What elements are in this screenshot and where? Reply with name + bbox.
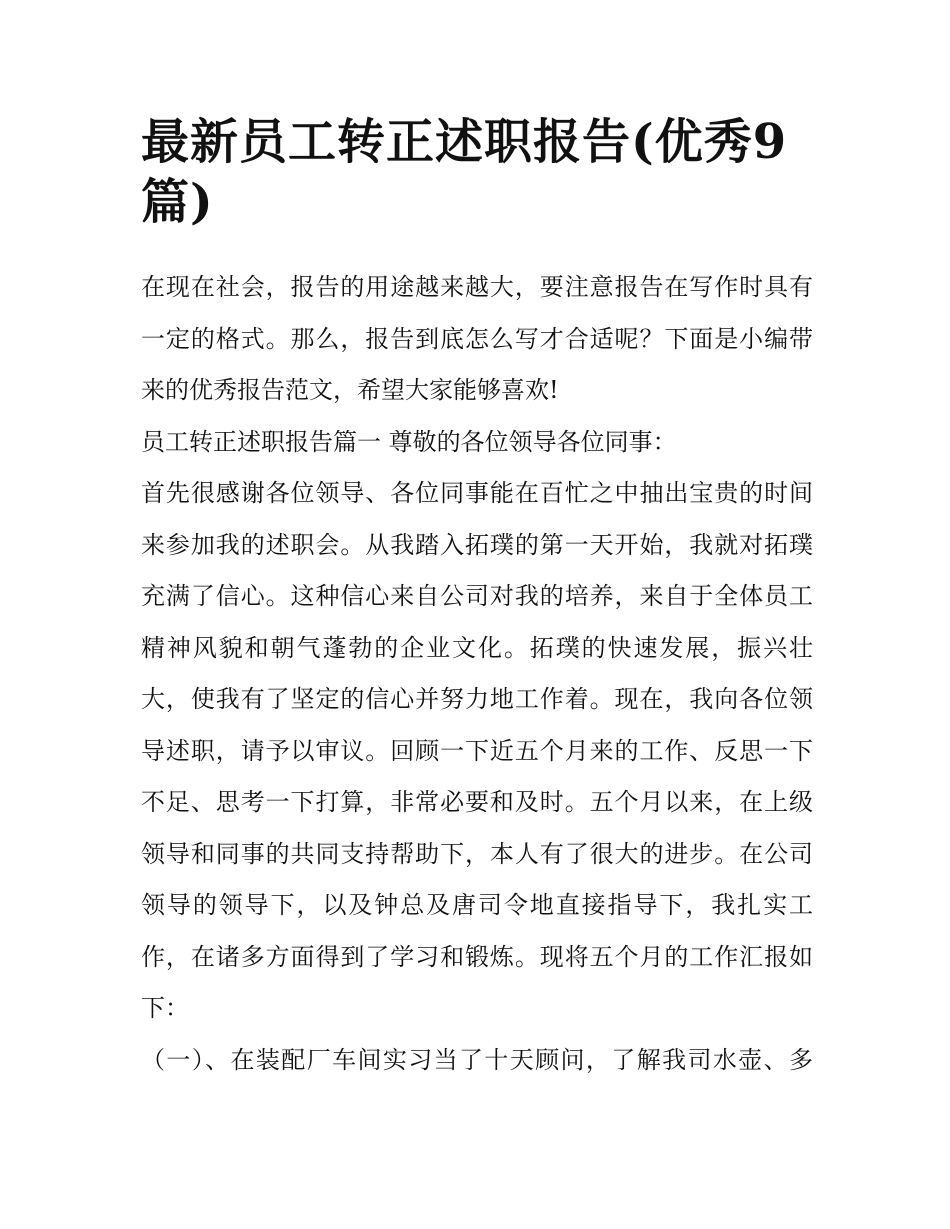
text-line: 来的优秀报告范文，希望大家能够喜欢! xyxy=(141,376,559,404)
body-text xyxy=(141,262,813,1086)
text-line: 下： xyxy=(141,994,189,1022)
document-title xyxy=(141,112,813,232)
title-line: 篇) xyxy=(141,174,214,230)
text-line: 大，使我有了坚定的信心并努力地工作着。现在，我向各位领 xyxy=(141,685,813,713)
text-line: 不足、思考一下打算，非常必要和及时。五个月以来，在上级 xyxy=(141,788,813,816)
text-line: 在现在社会，报告的用途越来越大，要注意报告在写作时具有 xyxy=(141,273,813,301)
title-line: 最新员工转正述职报告(优秀9 xyxy=(141,114,788,170)
text-line: 首先很感谢各位领导、各位同事能在百忙之中抽出宝贵的时间 xyxy=(141,479,813,507)
document-page xyxy=(141,112,813,1086)
text-line: 导述职，请予以审议。回顾一下近五个月来的工作、反思一下 xyxy=(141,736,813,765)
text-line: 领导和同事的共同支持帮助下，本人有了很大的进步。在公司 xyxy=(141,839,813,868)
text-line: 来参加我的述职会。从我踏入拓璞的第一天开始，我就对拓璞 xyxy=(141,530,813,559)
text-line: 充满了信心。这种信心来自公司对我的培养，来自于全体员工 xyxy=(141,582,813,610)
text-line: 精神风貌和朝气蓬勃的企业文化。拓璞的快速发展，振兴壮 xyxy=(141,633,813,662)
text-line: 一定的格式。那么，报告到底怎么写才合适呢？下面是小编带 xyxy=(141,324,813,353)
text-line: 员工转正述职报告篇一 尊敬的各位领导各位同事： xyxy=(141,427,677,456)
text-line: 领导的领导下，以及钟总及唐司令地直接指导下，我扎实工 xyxy=(141,891,813,919)
text-line: 作，在诸多方面得到了学习和锻炼。现将五个月的工作汇报如 xyxy=(141,942,813,971)
text-line: （一）、在装配厂车间实习当了十天顾问，了解我司水壶、多 xyxy=(141,1045,813,1074)
